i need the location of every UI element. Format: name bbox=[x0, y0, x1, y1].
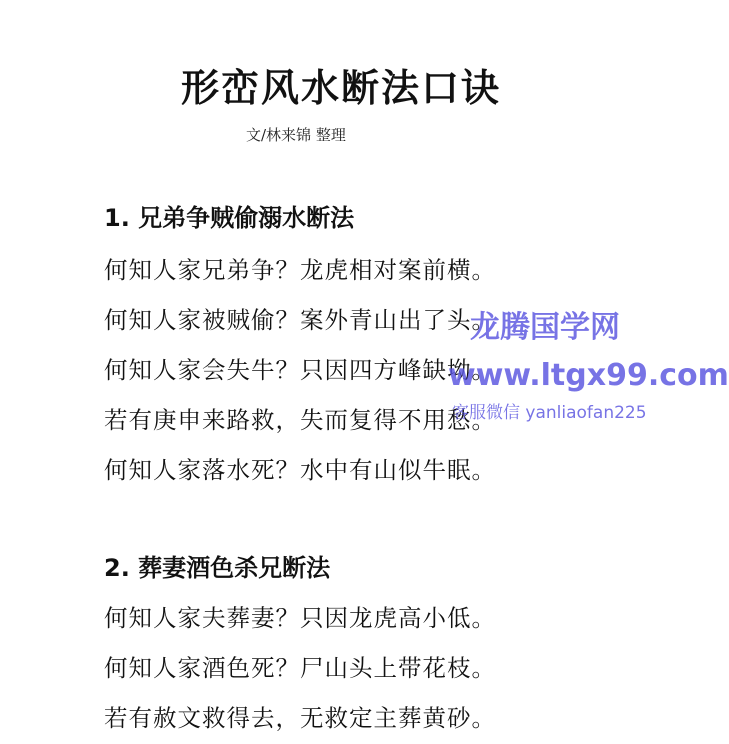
verse-line: 何知人家被贼偷？案外青山出了头。 bbox=[104, 306, 496, 334]
section-heading-1: 1. 兄弟争贼偷溺水断法 bbox=[104, 204, 355, 232]
author-byline: 文/林来锦 整理 bbox=[246, 126, 346, 144]
verse-line: 何知人家夫葬妻？只因龙虎高小低。 bbox=[104, 604, 496, 632]
document-title: 形峦风水断法口诀 bbox=[180, 66, 501, 110]
verse-line: 何知人家酒色死？尸山头上带花枝。 bbox=[104, 654, 496, 682]
watermark-contact: 客服微信 yanliaofan225 bbox=[452, 403, 647, 423]
verse-line: 何知人家会失牛？只因四方峰缺坳。 bbox=[104, 356, 496, 384]
verse-line: 何知人家兄弟争？龙虎相对案前横。 bbox=[104, 256, 496, 284]
verse-line: 何知人家落水死？水中有山似牛眠。 bbox=[104, 456, 496, 484]
watermark-site-name: 龙腾国学网 bbox=[470, 310, 620, 345]
watermark-url: www.ltgx99.com bbox=[448, 358, 729, 393]
section-heading-2: 2. 葬妻酒色杀兄断法 bbox=[104, 554, 331, 582]
verse-line: 若有庚申来路救，失而复得不用愁。 bbox=[104, 406, 496, 434]
verse-line: 若有赦文救得去，无救定主葬黄砂。 bbox=[104, 704, 496, 732]
